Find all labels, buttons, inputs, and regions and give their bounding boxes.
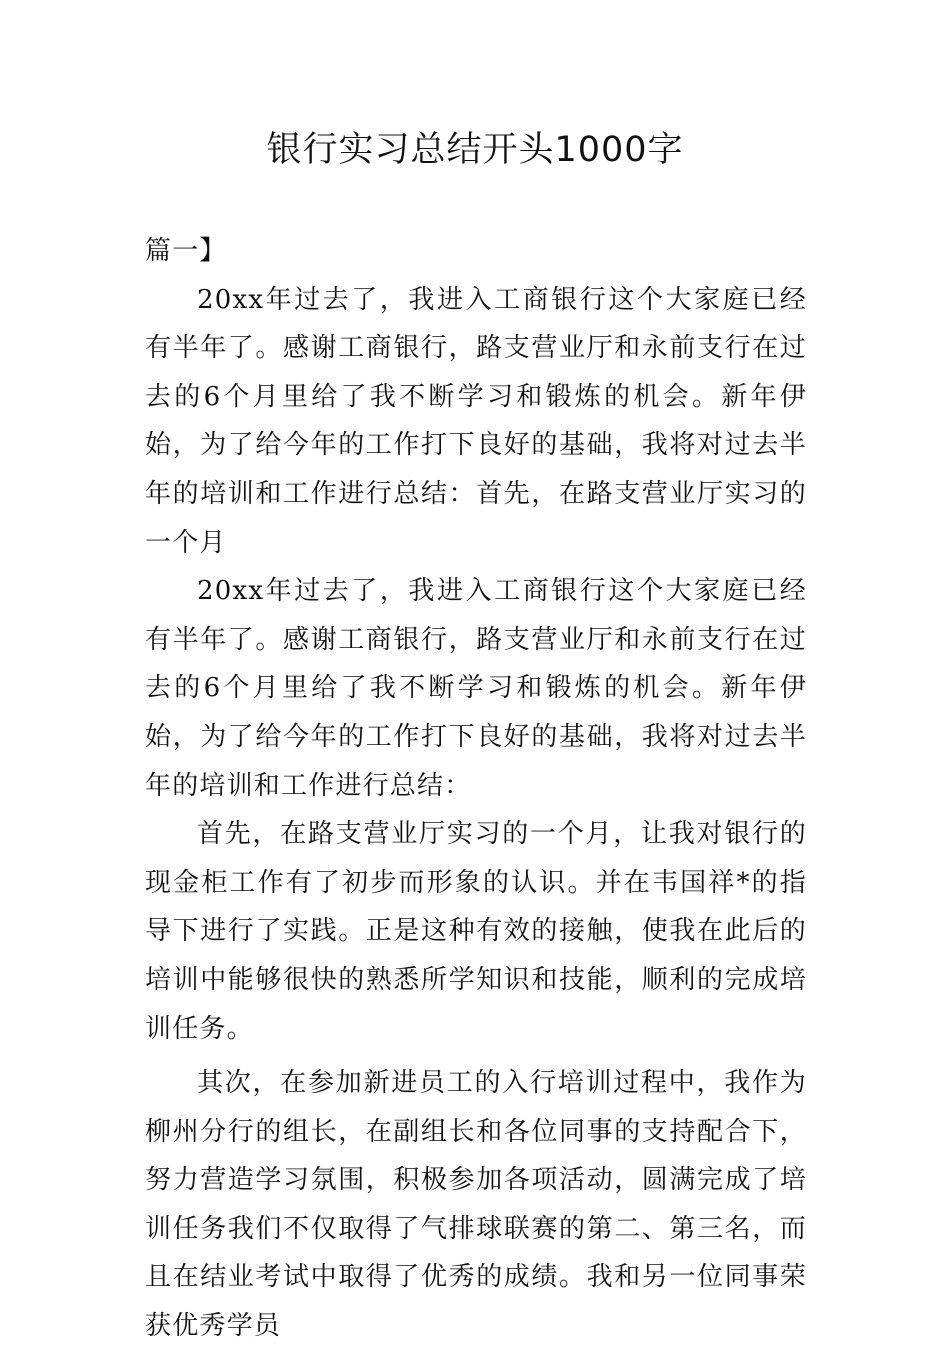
document-body (145, 227, 807, 1351)
document-title: 银行实习总结开头1000字 (266, 130, 684, 170)
paragraph-4: 其次，在参加新进员工的入行培训过程中，我作为柳州分行的组长，在副组长和各位同事的支持配合下，努力营造学习氛围，积极参加各项活动，圆满完成了培训任务我们不仅取得了气排球联赛的第二、第三名，而且在结业考试中取得了优秀的成绩。我和另一位同事荣获优秀学员 (145, 1068, 807, 1342)
paragraph-2: 20xx年过去了，我进入工商银行这个大家庭已经有半年了。感谢工商银行，路支营业厅和永前支行在过去的6个月里给了我不断学习和锻炼的机会。新年伊始，为了给今年的工作打下良好的基础，我将对过去半年的培训和工作进行总结： (145, 576, 807, 801)
paragraph-3: 首先，在路支营业厅实习的一个月，让我对银行的现金柜工作有了初步而形象的认识。并在韦国祥*的指导下进行了实践。正是这种有效的接触，使我在此后的培训中能够很快的熟悉所学知识和技能，顺利的完成培训任务。 (145, 819, 807, 1044)
section-label: 篇一】 (145, 236, 227, 266)
paragraph-1: 20xx年过去了，我进入工商银行这个大家庭已经有半年了。感谢工商银行，路支营业厅和永前支行在过去的6个月里给了我不断学习和锻炼的机会。新年伊始，为了给今年的工作打下良好的基础，我将对过去半年的培训和工作进行总结：首先，在路支营业厅实习的一个月 (145, 284, 807, 558)
